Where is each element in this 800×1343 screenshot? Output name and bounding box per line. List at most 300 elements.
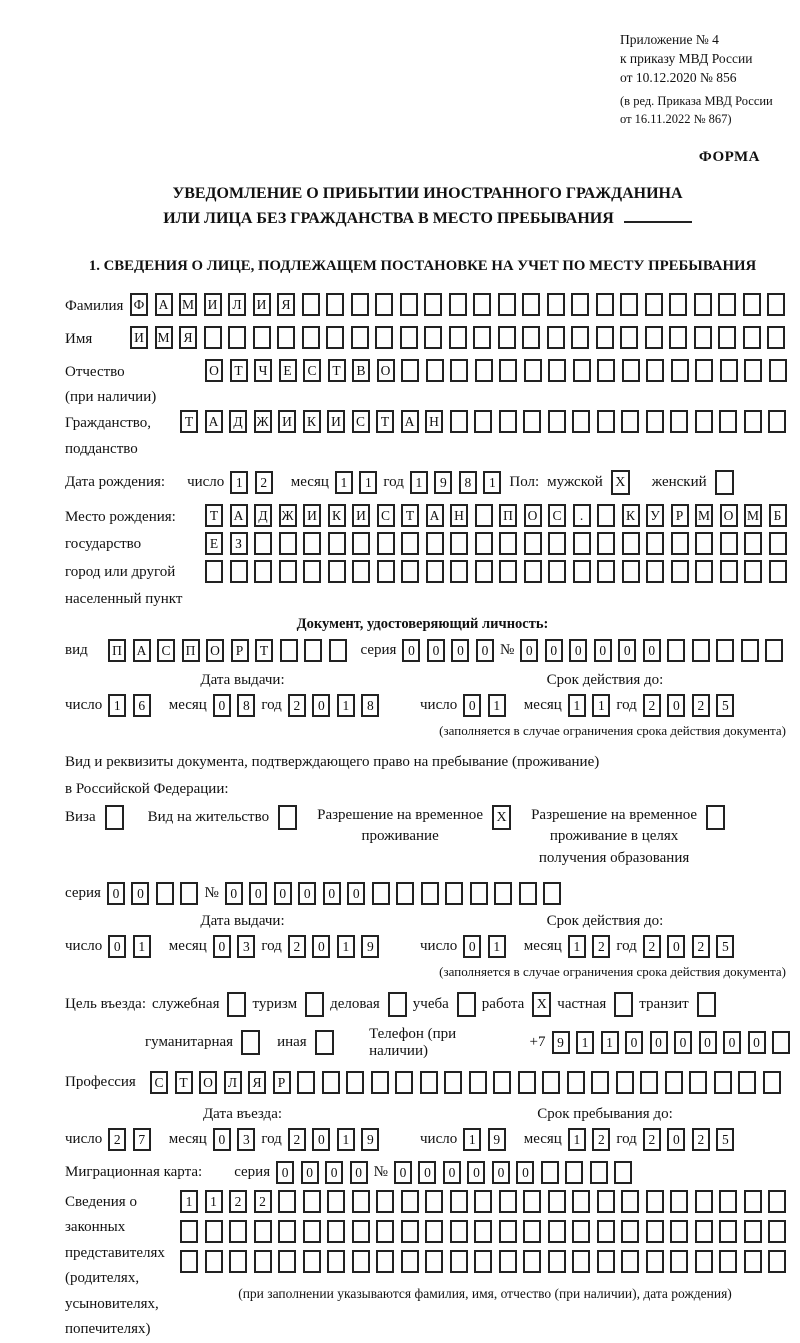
patronymic-boxes[interactable] xyxy=(205,359,787,382)
char-cell[interactable]: 2 xyxy=(692,694,710,717)
char-cell[interactable] xyxy=(767,293,785,316)
char-cell[interactable]: М xyxy=(695,504,713,527)
birth-month-boxes[interactable] xyxy=(335,471,378,494)
char-cell[interactable]: К xyxy=(622,504,640,527)
char-cell[interactable] xyxy=(279,532,297,555)
char-cell[interactable]: 0 xyxy=(225,882,243,905)
char-cell[interactable] xyxy=(180,882,198,905)
birth-day-boxes[interactable] xyxy=(230,471,273,494)
char-cell[interactable]: 9 xyxy=(552,1031,570,1054)
char-cell[interactable]: 0 xyxy=(325,1161,343,1184)
char-cell[interactable] xyxy=(205,1220,223,1243)
char-cell[interactable] xyxy=(572,410,590,433)
char-cell[interactable]: 0 xyxy=(347,882,365,905)
char-cell[interactable] xyxy=(425,1250,443,1273)
char-cell[interactable] xyxy=(646,1220,664,1243)
char-cell[interactable]: Т xyxy=(255,639,273,662)
char-cell[interactable] xyxy=(596,326,614,349)
char-cell[interactable]: 0 xyxy=(274,882,292,905)
doc-issue-day[interactable] xyxy=(108,694,151,717)
char-cell[interactable]: . xyxy=(573,504,591,527)
char-cell[interactable]: 2 xyxy=(254,1190,272,1213)
char-cell[interactable] xyxy=(567,1071,585,1094)
char-cell[interactable]: Ж xyxy=(279,504,297,527)
char-cell[interactable]: 1 xyxy=(410,471,428,494)
char-cell[interactable]: М xyxy=(744,504,762,527)
char-cell[interactable]: 0 xyxy=(427,639,445,662)
char-cell[interactable]: 0 xyxy=(467,1161,485,1184)
char-cell[interactable]: Л xyxy=(228,293,246,316)
char-cell[interactable]: С xyxy=(150,1071,168,1094)
char-cell[interactable]: 0 xyxy=(667,694,685,717)
representatives-row3[interactable] xyxy=(180,1250,786,1273)
char-cell[interactable]: Ж xyxy=(254,410,272,433)
doc-expiry-month[interactable] xyxy=(568,694,611,717)
char-cell[interactable]: 2 xyxy=(255,471,273,494)
char-cell[interactable] xyxy=(719,1220,737,1243)
char-cell[interactable] xyxy=(744,1220,762,1243)
char-cell[interactable] xyxy=(573,359,591,382)
char-cell[interactable]: Т xyxy=(401,504,419,527)
char-cell[interactable] xyxy=(597,1250,615,1273)
char-cell[interactable] xyxy=(768,1220,786,1243)
char-cell[interactable] xyxy=(768,1250,786,1273)
char-cell[interactable]: 3 xyxy=(237,1128,255,1151)
char-cell[interactable]: Т xyxy=(175,1071,193,1094)
char-cell[interactable] xyxy=(499,560,517,583)
char-cell[interactable] xyxy=(351,326,369,349)
char-cell[interactable] xyxy=(744,532,762,555)
char-cell[interactable] xyxy=(769,532,787,555)
char-cell[interactable]: 2 xyxy=(288,1128,306,1151)
char-cell[interactable] xyxy=(253,326,271,349)
char-cell[interactable]: 9 xyxy=(361,935,379,958)
char-cell[interactable] xyxy=(621,1250,639,1273)
char-cell[interactable] xyxy=(469,1071,487,1094)
char-cell[interactable] xyxy=(426,532,444,555)
char-cell[interactable]: 8 xyxy=(361,694,379,717)
char-cell[interactable] xyxy=(229,1250,247,1273)
char-cell[interactable] xyxy=(597,532,615,555)
char-cell[interactable] xyxy=(205,560,223,583)
char-cell[interactable] xyxy=(548,560,566,583)
char-cell[interactable]: 1 xyxy=(205,1190,223,1213)
char-cell[interactable] xyxy=(597,410,615,433)
char-cell[interactable] xyxy=(640,1071,658,1094)
visa-checkbox[interactable] xyxy=(105,805,124,830)
char-cell[interactable] xyxy=(596,293,614,316)
char-cell[interactable] xyxy=(450,359,468,382)
char-cell[interactable]: 0 xyxy=(213,1128,231,1151)
char-cell[interactable]: 1 xyxy=(337,935,355,958)
char-cell[interactable]: 0 xyxy=(213,694,231,717)
char-cell[interactable] xyxy=(450,560,468,583)
char-cell[interactable] xyxy=(597,1190,615,1213)
char-cell[interactable]: 0 xyxy=(443,1161,461,1184)
char-cell[interactable] xyxy=(645,326,663,349)
char-cell[interactable] xyxy=(401,560,419,583)
char-cell[interactable]: 2 xyxy=(592,1128,610,1151)
representatives-row1[interactable] xyxy=(180,1190,786,1213)
char-cell[interactable]: Б xyxy=(769,504,787,527)
char-cell[interactable]: 5 xyxy=(716,694,734,717)
char-cell[interactable]: Р xyxy=(273,1071,291,1094)
char-cell[interactable] xyxy=(522,293,540,316)
char-cell[interactable] xyxy=(297,1071,315,1094)
char-cell[interactable]: Т xyxy=(230,359,248,382)
char-cell[interactable] xyxy=(329,639,347,662)
char-cell[interactable] xyxy=(718,326,736,349)
char-cell[interactable]: 2 xyxy=(288,935,306,958)
char-cell[interactable] xyxy=(597,359,615,382)
res-series-boxes[interactable] xyxy=(107,882,199,905)
char-cell[interactable]: 0 xyxy=(298,882,316,905)
char-cell[interactable] xyxy=(499,532,517,555)
char-cell[interactable] xyxy=(352,1220,370,1243)
char-cell[interactable]: 1 xyxy=(337,694,355,717)
purpose-work-checkbox[interactable]: X xyxy=(532,992,551,1017)
purpose-tourism-checkbox[interactable] xyxy=(305,992,324,1017)
char-cell[interactable]: 0 xyxy=(545,639,563,662)
char-cell[interactable]: К xyxy=(328,504,346,527)
birth-place-row2[interactable] xyxy=(205,532,787,555)
citizenship-boxes[interactable] xyxy=(180,410,786,433)
char-cell[interactable]: 0 xyxy=(650,1031,668,1054)
char-cell[interactable] xyxy=(767,326,785,349)
char-cell[interactable] xyxy=(744,410,762,433)
char-cell[interactable] xyxy=(591,1071,609,1094)
char-cell[interactable] xyxy=(498,326,516,349)
char-cell[interactable]: 2 xyxy=(288,694,306,717)
char-cell[interactable] xyxy=(254,1250,272,1273)
char-cell[interactable] xyxy=(375,326,393,349)
purpose-transit-checkbox[interactable] xyxy=(697,992,716,1017)
birth-place-row3[interactable] xyxy=(205,560,787,583)
char-cell[interactable] xyxy=(646,1250,664,1273)
char-cell[interactable] xyxy=(694,293,712,316)
char-cell[interactable]: 0 xyxy=(249,882,267,905)
stay-month[interactable] xyxy=(568,1128,611,1151)
char-cell[interactable] xyxy=(744,1250,762,1273)
char-cell[interactable] xyxy=(470,882,488,905)
char-cell[interactable]: Я xyxy=(179,326,197,349)
char-cell[interactable] xyxy=(499,1190,517,1213)
char-cell[interactable]: 2 xyxy=(108,1128,126,1151)
char-cell[interactable] xyxy=(473,326,491,349)
char-cell[interactable]: Т xyxy=(205,504,223,527)
doc-series-boxes[interactable] xyxy=(402,639,494,662)
char-cell[interactable] xyxy=(716,639,734,662)
char-cell[interactable] xyxy=(475,560,493,583)
char-cell[interactable] xyxy=(376,1220,394,1243)
char-cell[interactable]: 0 xyxy=(699,1031,717,1054)
char-cell[interactable] xyxy=(763,1071,781,1094)
char-cell[interactable] xyxy=(765,639,783,662)
char-cell[interactable] xyxy=(769,359,787,382)
doc-issue-year[interactable] xyxy=(288,694,380,717)
char-cell[interactable]: И xyxy=(253,293,271,316)
char-cell[interactable]: П xyxy=(182,639,200,662)
char-cell[interactable]: И xyxy=(352,504,370,527)
char-cell[interactable]: Р xyxy=(231,639,249,662)
char-cell[interactable]: Д xyxy=(229,410,247,433)
char-cell[interactable]: О xyxy=(205,359,223,382)
char-cell[interactable] xyxy=(616,1071,634,1094)
char-cell[interactable]: 1 xyxy=(601,1031,619,1054)
char-cell[interactable] xyxy=(327,1190,345,1213)
char-cell[interactable] xyxy=(376,1250,394,1273)
char-cell[interactable]: 2 xyxy=(643,935,661,958)
char-cell[interactable] xyxy=(280,639,298,662)
char-cell[interactable] xyxy=(302,326,320,349)
char-cell[interactable]: А xyxy=(133,639,151,662)
char-cell[interactable] xyxy=(695,560,713,583)
entry-month[interactable] xyxy=(213,1128,256,1151)
char-cell[interactable]: 0 xyxy=(451,639,469,662)
char-cell[interactable] xyxy=(375,293,393,316)
char-cell[interactable] xyxy=(372,882,390,905)
char-cell[interactable]: 1 xyxy=(180,1190,198,1213)
char-cell[interactable] xyxy=(401,1250,419,1273)
char-cell[interactable] xyxy=(738,1071,756,1094)
char-cell[interactable] xyxy=(395,1071,413,1094)
char-cell[interactable]: С xyxy=(157,639,175,662)
char-cell[interactable] xyxy=(714,1071,732,1094)
char-cell[interactable] xyxy=(326,326,344,349)
char-cell[interactable] xyxy=(180,1220,198,1243)
purpose-private-checkbox[interactable] xyxy=(614,992,633,1017)
char-cell[interactable] xyxy=(328,560,346,583)
char-cell[interactable] xyxy=(303,1250,321,1273)
char-cell[interactable] xyxy=(565,1161,583,1184)
char-cell[interactable]: П xyxy=(108,639,126,662)
char-cell[interactable] xyxy=(352,560,370,583)
char-cell[interactable]: О xyxy=(377,359,395,382)
char-cell[interactable] xyxy=(205,1250,223,1273)
char-cell[interactable] xyxy=(351,293,369,316)
char-cell[interactable] xyxy=(573,560,591,583)
char-cell[interactable] xyxy=(156,882,174,905)
representatives-row2[interactable] xyxy=(180,1220,786,1243)
char-cell[interactable] xyxy=(769,560,787,583)
doc-expiry-year[interactable] xyxy=(643,694,735,717)
char-cell[interactable]: Я xyxy=(277,293,295,316)
char-cell[interactable]: О xyxy=(206,639,224,662)
char-cell[interactable] xyxy=(669,293,687,316)
char-cell[interactable] xyxy=(474,1220,492,1243)
char-cell[interactable]: Р xyxy=(671,504,689,527)
char-cell[interactable]: А xyxy=(401,410,419,433)
char-cell[interactable]: Ф xyxy=(130,293,148,316)
char-cell[interactable] xyxy=(741,639,759,662)
char-cell[interactable] xyxy=(548,359,566,382)
char-cell[interactable] xyxy=(424,293,442,316)
char-cell[interactable] xyxy=(450,1190,468,1213)
char-cell[interactable] xyxy=(474,410,492,433)
char-cell[interactable]: И xyxy=(303,504,321,527)
char-cell[interactable] xyxy=(665,1071,683,1094)
char-cell[interactable] xyxy=(303,532,321,555)
char-cell[interactable]: 0 xyxy=(643,639,661,662)
char-cell[interactable] xyxy=(322,1071,340,1094)
purpose-other-checkbox[interactable] xyxy=(315,1030,334,1055)
char-cell[interactable] xyxy=(772,1031,790,1054)
char-cell[interactable]: С xyxy=(377,504,395,527)
char-cell[interactable] xyxy=(524,532,542,555)
char-cell[interactable] xyxy=(328,532,346,555)
char-cell[interactable]: 0 xyxy=(301,1161,319,1184)
char-cell[interactable]: Н xyxy=(450,504,468,527)
char-cell[interactable] xyxy=(695,359,713,382)
char-cell[interactable] xyxy=(303,1190,321,1213)
char-cell[interactable] xyxy=(572,1250,590,1273)
char-cell[interactable]: И xyxy=(130,326,148,349)
res-issue-day[interactable] xyxy=(108,935,151,958)
char-cell[interactable]: И xyxy=(204,293,222,316)
res-expiry-day[interactable] xyxy=(463,935,506,958)
char-cell[interactable]: 1 xyxy=(576,1031,594,1054)
char-cell[interactable] xyxy=(719,410,737,433)
char-cell[interactable]: Е xyxy=(205,532,223,555)
char-cell[interactable] xyxy=(671,532,689,555)
char-cell[interactable] xyxy=(278,1220,296,1243)
char-cell[interactable]: А xyxy=(230,504,248,527)
char-cell[interactable]: 1 xyxy=(568,1128,586,1151)
char-cell[interactable] xyxy=(720,359,738,382)
profession-boxes[interactable] xyxy=(150,1071,781,1094)
char-cell[interactable]: 1 xyxy=(568,935,586,958)
char-cell[interactable] xyxy=(401,1190,419,1213)
char-cell[interactable]: 5 xyxy=(716,1128,734,1151)
char-cell[interactable] xyxy=(376,1190,394,1213)
char-cell[interactable]: 2 xyxy=(643,1128,661,1151)
char-cell[interactable]: У xyxy=(646,504,664,527)
char-cell[interactable]: Т xyxy=(376,410,394,433)
char-cell[interactable]: 0 xyxy=(312,694,330,717)
char-cell[interactable] xyxy=(719,1250,737,1273)
char-cell[interactable]: 2 xyxy=(643,694,661,717)
char-cell[interactable]: М xyxy=(179,293,197,316)
char-cell[interactable] xyxy=(450,410,468,433)
char-cell[interactable] xyxy=(718,293,736,316)
char-cell[interactable]: 0 xyxy=(625,1031,643,1054)
char-cell[interactable]: 0 xyxy=(463,935,481,958)
char-cell[interactable] xyxy=(254,560,272,583)
char-cell[interactable]: П xyxy=(499,504,517,527)
char-cell[interactable] xyxy=(449,293,467,316)
char-cell[interactable]: 2 xyxy=(592,935,610,958)
char-cell[interactable] xyxy=(720,532,738,555)
char-cell[interactable] xyxy=(573,532,591,555)
char-cell[interactable]: 5 xyxy=(716,935,734,958)
char-cell[interactable]: О xyxy=(524,504,542,527)
char-cell[interactable] xyxy=(646,359,664,382)
char-cell[interactable]: Е xyxy=(279,359,297,382)
char-cell[interactable] xyxy=(352,1190,370,1213)
char-cell[interactable] xyxy=(371,1071,389,1094)
char-cell[interactable] xyxy=(498,293,516,316)
char-cell[interactable] xyxy=(401,1220,419,1243)
mc-series-boxes[interactable] xyxy=(276,1161,368,1184)
char-cell[interactable] xyxy=(420,1071,438,1094)
char-cell[interactable] xyxy=(450,1220,468,1243)
doc-issue-month[interactable] xyxy=(213,694,256,717)
char-cell[interactable]: 1 xyxy=(335,471,353,494)
char-cell[interactable] xyxy=(646,560,664,583)
given-name-boxes[interactable] xyxy=(130,326,785,349)
char-cell[interactable]: 0 xyxy=(674,1031,692,1054)
char-cell[interactable]: 0 xyxy=(131,882,149,905)
char-cell[interactable] xyxy=(671,560,689,583)
char-cell[interactable] xyxy=(548,1250,566,1273)
char-cell[interactable]: И xyxy=(327,410,345,433)
char-cell[interactable] xyxy=(426,359,444,382)
char-cell[interactable] xyxy=(768,1190,786,1213)
char-cell[interactable] xyxy=(396,882,414,905)
char-cell[interactable] xyxy=(444,1071,462,1094)
char-cell[interactable] xyxy=(426,560,444,583)
char-cell[interactable] xyxy=(474,1250,492,1273)
char-cell[interactable] xyxy=(523,1250,541,1273)
char-cell[interactable]: 0 xyxy=(402,639,420,662)
char-cell[interactable] xyxy=(571,293,589,316)
char-cell[interactable]: 1 xyxy=(568,694,586,717)
char-cell[interactable] xyxy=(303,560,321,583)
char-cell[interactable] xyxy=(475,532,493,555)
char-cell[interactable]: 1 xyxy=(359,471,377,494)
char-cell[interactable]: Т xyxy=(180,410,198,433)
stay-day[interactable] xyxy=(463,1128,506,1151)
char-cell[interactable] xyxy=(519,882,537,905)
char-cell[interactable] xyxy=(620,326,638,349)
char-cell[interactable] xyxy=(421,882,439,905)
char-cell[interactable] xyxy=(548,410,566,433)
char-cell[interactable]: М xyxy=(155,326,173,349)
char-cell[interactable] xyxy=(622,532,640,555)
char-cell[interactable]: 0 xyxy=(569,639,587,662)
char-cell[interactable] xyxy=(622,359,640,382)
char-cell[interactable]: 0 xyxy=(463,694,481,717)
char-cell[interactable] xyxy=(229,1220,247,1243)
purpose-humanitarian-checkbox[interactable] xyxy=(241,1030,260,1055)
char-cell[interactable]: Н xyxy=(425,410,443,433)
char-cell[interactable] xyxy=(302,293,320,316)
char-cell[interactable] xyxy=(499,1220,517,1243)
char-cell[interactable] xyxy=(473,293,491,316)
char-cell[interactable]: 0 xyxy=(312,935,330,958)
res-expiry-year[interactable] xyxy=(643,935,735,958)
char-cell[interactable] xyxy=(547,293,565,316)
char-cell[interactable] xyxy=(180,1250,198,1273)
char-cell[interactable]: О xyxy=(199,1071,217,1094)
char-cell[interactable] xyxy=(278,1250,296,1273)
char-cell[interactable]: 1 xyxy=(488,694,506,717)
char-cell[interactable]: 2 xyxy=(692,935,710,958)
char-cell[interactable] xyxy=(377,560,395,583)
char-cell[interactable]: А xyxy=(205,410,223,433)
purpose-official-checkbox[interactable] xyxy=(227,992,246,1017)
entry-year[interactable] xyxy=(288,1128,380,1151)
char-cell[interactable] xyxy=(499,1250,517,1273)
char-cell[interactable] xyxy=(277,326,295,349)
char-cell[interactable] xyxy=(204,326,222,349)
char-cell[interactable] xyxy=(547,326,565,349)
char-cell[interactable] xyxy=(254,532,272,555)
birth-year-boxes[interactable] xyxy=(410,471,502,494)
char-cell[interactable]: О xyxy=(720,504,738,527)
char-cell[interactable] xyxy=(614,1161,632,1184)
char-cell[interactable]: 1 xyxy=(592,694,610,717)
